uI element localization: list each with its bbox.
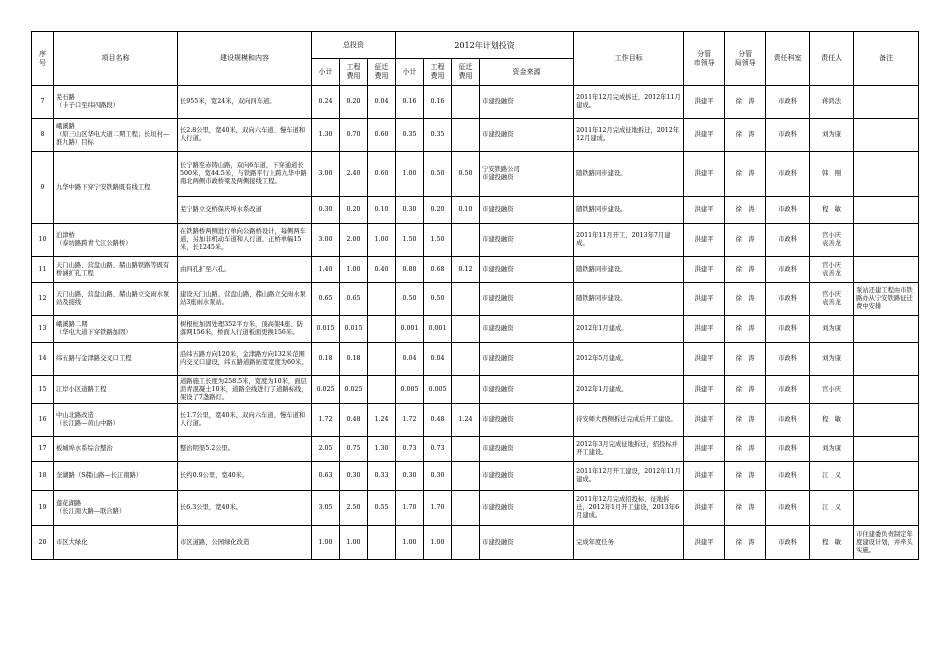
row-target: 2011年11月开工，2013年7月建成。 xyxy=(574,224,684,257)
row-scope: 树根桩加固处理352平方米，顶高架4座、防落网156米，桥面人行道板面更换156米。 xyxy=(178,316,312,343)
header-plan-eng: 工程 费用 xyxy=(424,59,452,86)
project-name-sub: （泰坊路跨青弋江公路桥） xyxy=(56,240,132,247)
row-scope: 芜宁路立交桥保庆埠水系改道 xyxy=(178,197,312,224)
row-dept: 市政科 xyxy=(766,462,810,491)
row-fund: 市建投融资 xyxy=(480,462,574,491)
row-target: 随铁路同步建设。 xyxy=(574,197,684,224)
table-row xyxy=(32,526,919,560)
row-fund: 市建投融资 xyxy=(480,86,574,119)
row-scope: 沿纬五路方向120米，金津路方向132米范围内交叉口建设，纬五路道路拓宽宽度为60米。 xyxy=(178,343,312,376)
row-person: 官小庆 袁善龙 xyxy=(810,283,854,316)
table-row xyxy=(32,491,919,526)
row-t-eng: 2.50 xyxy=(340,491,368,526)
row-remark xyxy=(854,437,919,462)
table-row xyxy=(32,343,919,376)
row-scope: 长1.7公里，宽40米，双向六车道、慢车道和人行道。 xyxy=(178,404,312,437)
row-t-rel: 0.55 xyxy=(368,491,396,526)
row-p-sub: 0.30 xyxy=(396,197,424,224)
row-project-name xyxy=(54,224,178,257)
row-dept: 市政科 xyxy=(766,316,810,343)
row-t-rel: 1.30 xyxy=(368,437,396,462)
row-scope: 市区道路、公园绿化改造 xyxy=(178,526,312,560)
row-dept: 市政科 xyxy=(766,376,810,404)
row-remark xyxy=(854,491,919,526)
row-remark: 市住建委负责制定年度建设计划，并牵头实施。 xyxy=(854,526,919,560)
row-bureau: 徐 涛 xyxy=(725,119,766,152)
project-name-main: 泊津桥 xyxy=(56,232,75,239)
row-t-eng: 2.40 xyxy=(340,152,368,197)
row-p-eng: 0.35 xyxy=(424,119,452,152)
row-t-eng: 0.20 xyxy=(340,197,368,224)
table-row xyxy=(32,283,919,316)
row-p-eng: 1.50 xyxy=(424,224,452,257)
row-city: 洪建平 xyxy=(684,316,725,343)
table-row xyxy=(32,437,919,462)
row-dept: 市政科 xyxy=(766,197,810,224)
row-dept: 市政科 xyxy=(766,86,810,119)
row-p-sub: 1.50 xyxy=(396,224,424,257)
row-scope: 由四孔扩至六孔。 xyxy=(178,257,312,283)
row-t-eng: 0.18 xyxy=(340,343,368,376)
header-city-leader: 分管 市领导 xyxy=(684,32,725,86)
row-t-sub: 0.63 xyxy=(312,462,340,491)
row-p-rel xyxy=(452,462,480,491)
row-t-sub: 1.30 xyxy=(312,119,340,152)
header-total-subtotal: 小计 xyxy=(312,59,340,86)
row-t-rel xyxy=(368,376,396,404)
row-project-name xyxy=(54,283,178,316)
row-t-rel xyxy=(368,283,396,316)
table-body xyxy=(32,86,919,560)
row-target: 完成年度任务 xyxy=(574,526,684,560)
row-t-sub: 1.40 xyxy=(312,257,340,283)
header-bureau-leader: 分管 局领导 xyxy=(725,32,766,86)
row-bureau: 徐 涛 xyxy=(725,343,766,376)
row-p-sub: 0.001 xyxy=(396,316,424,343)
row-bureau: 徐 涛 xyxy=(725,491,766,526)
row-p-eng: 0.73 xyxy=(424,437,452,462)
header-total-eng: 工程 费用 xyxy=(340,59,368,86)
row-t-rel: 0.60 xyxy=(368,119,396,152)
row-t-sub: 3.00 xyxy=(312,224,340,257)
row-remark xyxy=(854,257,919,283)
row-p-rel xyxy=(452,491,480,526)
row-bureau: 徐 涛 xyxy=(725,224,766,257)
row-p-eng: 0.48 xyxy=(424,404,452,437)
row-scope: 长955米，宽24米，双向四车道。 xyxy=(178,86,312,119)
row-target: 待安师大西侧拆迁完成后开工建设。 xyxy=(574,404,684,437)
row-p-eng: 0.50 xyxy=(424,152,452,197)
row-t-eng: 0.65 xyxy=(340,283,368,316)
row-city: 洪建平 xyxy=(684,224,725,257)
row-p-eng: 0.30 xyxy=(424,462,452,491)
project-name-sub: （华电大道下穿铁路加固） xyxy=(56,329,132,336)
row-fund: 市建投融资 xyxy=(480,491,574,526)
row-bureau: 徐 涛 xyxy=(725,316,766,343)
row-t-sub: 1.72 xyxy=(312,404,340,437)
row-t-sub: 3.05 xyxy=(312,491,340,526)
row-seq: 15 xyxy=(32,376,54,404)
header-plan-2012: 2012年计划投资 xyxy=(396,32,574,59)
row-target: 2012年3月完成征地拆迁，招投标并开工建设。 xyxy=(574,437,684,462)
row-dept: 市政科 xyxy=(766,224,810,257)
row-p-eng: 0.68 xyxy=(424,257,452,283)
row-p-eng: 0.20 xyxy=(424,197,452,224)
row-t-eng: 0.48 xyxy=(340,404,368,437)
row-t-rel xyxy=(368,526,396,560)
table-row xyxy=(32,462,919,491)
project-name-main: 芜石路 xyxy=(56,94,75,101)
row-remark xyxy=(854,316,919,343)
row-p-eng: 0.005 xyxy=(424,376,452,404)
project-name-main: 奎湖路（S赭山路—长江南路） xyxy=(56,472,143,479)
row-target: 2012年1月建成。 xyxy=(574,376,684,404)
table-row xyxy=(32,404,919,437)
row-seq: 17 xyxy=(32,437,54,462)
row-remark xyxy=(854,119,919,152)
header-target: 工作目标 xyxy=(574,32,684,86)
row-person: 江 义 xyxy=(810,462,854,491)
row-project-name xyxy=(54,152,178,224)
row-fund: 市建投融资 xyxy=(480,376,574,404)
row-scope: 长宁路至赤铸山路，双向6车道，下穿通道长500米，宽44.5米，与铁路平行上跨九华中路南北两侧市政桥梁及两侧接线工程。 xyxy=(178,152,312,197)
row-bureau: 徐 涛 xyxy=(725,152,766,197)
row-person: 官小庆 xyxy=(810,376,854,404)
row-dept: 市政科 xyxy=(766,152,810,197)
row-p-rel xyxy=(452,86,480,119)
row-fund: 市建投融资 xyxy=(480,283,574,316)
row-target: 2012年5月建成。 xyxy=(574,343,684,376)
row-seq: 12 xyxy=(32,283,54,316)
row-dept: 市政科 xyxy=(766,526,810,560)
row-target: 随铁路同步建设。 xyxy=(574,257,684,283)
row-t-rel: 0.60 xyxy=(368,152,396,197)
project-name-main: 九华中路下穿宁安铁路既有线工程 xyxy=(56,183,151,191)
row-bureau: 徐 涛 xyxy=(725,86,766,119)
project-name-sub: （卡子口至纬四路段） xyxy=(56,102,119,109)
row-t-rel xyxy=(368,316,396,343)
row-bureau: 徐 涛 xyxy=(725,376,766,404)
row-fund: 市建投融资 xyxy=(480,316,574,343)
row-scope: 长2.8公里，宽40米，双向六车道、慢车道和人行道。 xyxy=(178,119,312,152)
row-city: 洪建平 xyxy=(684,526,725,560)
table-row xyxy=(32,119,919,152)
row-p-sub: 0.16 xyxy=(396,86,424,119)
row-t-rel: 0.04 xyxy=(368,86,396,119)
row-p-rel xyxy=(452,376,480,404)
row-person: 江 义 xyxy=(810,491,854,526)
row-remark xyxy=(854,376,919,404)
row-p-eng: 1.70 xyxy=(424,491,452,526)
row-scope: 建设天门山路、营盘山路、赭山路立交雨水泵站3座雨水泵站。 xyxy=(178,283,312,316)
row-project-name xyxy=(54,257,178,283)
row-dept: 市政科 xyxy=(766,437,810,462)
project-name-sub: （长江南大路—联合路） xyxy=(56,508,126,515)
row-fund: 市建投融资 xyxy=(480,343,574,376)
row-seq: 10 xyxy=(32,224,54,257)
row-dept: 市政科 xyxy=(766,404,810,437)
row-city: 洪建平 xyxy=(684,437,725,462)
row-p-rel xyxy=(452,119,480,152)
row-bureau: 徐 涛 xyxy=(725,526,766,560)
row-scope: 长6.3公里，宽40米。 xyxy=(178,491,312,526)
header-total-invest: 总投资 xyxy=(312,32,396,59)
row-dept: 市政科 xyxy=(766,257,810,283)
row-target: 2012年1月建成。 xyxy=(574,316,684,343)
row-remark xyxy=(854,462,919,491)
row-fund: 市建投融资 xyxy=(480,257,574,283)
row-fund: 市建投融资 xyxy=(480,224,574,257)
row-seq: 8 xyxy=(32,119,54,152)
project-name-main: 市区大绿化 xyxy=(56,538,88,546)
row-city: 洪建平 xyxy=(684,343,725,376)
row-p-sub: 0.73 xyxy=(396,437,424,462)
row-target: 2011年12月完成拆迁，2012年11月建成。 xyxy=(574,86,684,119)
row-city: 洪建平 xyxy=(684,491,725,526)
table-header xyxy=(32,32,919,86)
row-project-name xyxy=(54,404,178,437)
row-remark: 泵站还建工程由市铁路办从宁安铁路征迁费中安排 xyxy=(854,283,919,316)
row-remark xyxy=(854,224,919,257)
row-p-rel: 0.50 xyxy=(452,152,480,197)
header-fund-source: 资金来源 xyxy=(480,59,574,86)
row-remark xyxy=(854,343,919,376)
row-p-rel: 1.24 xyxy=(452,404,480,437)
row-t-rel: 1.00 xyxy=(368,224,396,257)
header-name: 项目名称 xyxy=(54,32,178,86)
row-t-eng: 1.00 xyxy=(340,526,368,560)
row-fund: 宁安铁路公司 市建投融资 xyxy=(480,152,574,197)
row-p-eng: 1.00 xyxy=(424,526,452,560)
row-seq: 18 xyxy=(32,462,54,491)
row-target: 随铁路同步建设。 xyxy=(574,152,684,197)
row-dept: 市政科 xyxy=(766,343,810,376)
row-p-rel xyxy=(452,283,480,316)
project-table-sheet xyxy=(31,31,919,560)
project-name-main: 峨溪路二期 xyxy=(56,321,88,328)
row-p-sub: 0.04 xyxy=(396,343,424,376)
table-row xyxy=(32,376,919,404)
row-city: 洪建平 xyxy=(684,376,725,404)
row-scope: 长约0.9公里，宽40米。 xyxy=(178,462,312,491)
project-name-main: 江岸小区道路工程 xyxy=(56,385,107,393)
row-t-eng: 2.00 xyxy=(340,224,368,257)
project-name-sub: （原三山区华电大道二期工程；长垣村—淮九路）目标 xyxy=(56,131,170,146)
row-seq: 11 xyxy=(32,257,54,283)
row-fund: 市建投融资 xyxy=(480,119,574,152)
row-p-rel xyxy=(452,526,480,560)
row-project-name xyxy=(54,526,178,560)
header-scope: 建设规模和内容 xyxy=(178,32,312,86)
row-person: 程 敏 xyxy=(810,197,854,224)
row-t-eng: 0.015 xyxy=(340,316,368,343)
row-seq: 20 xyxy=(32,526,54,560)
row-p-eng: 0.50 xyxy=(424,283,452,316)
row-t-sub: 1.00 xyxy=(312,526,340,560)
row-p-sub: 1.00 xyxy=(396,526,424,560)
row-p-sub: 1.00 xyxy=(396,152,424,197)
row-t-sub: 2.05 xyxy=(312,437,340,462)
row-scope: 整治明渠5.2公里。 xyxy=(178,437,312,462)
row-person: 程 敏 xyxy=(810,404,854,437)
row-person: 刘为康 xyxy=(810,316,854,343)
row-bureau: 徐 涛 xyxy=(725,283,766,316)
row-dept: 市政科 xyxy=(766,119,810,152)
row-target: 2011年12月完成征地拆迁，2012年12月建成。 xyxy=(574,119,684,152)
row-t-rel: 0.33 xyxy=(368,462,396,491)
row-p-sub: 1.70 xyxy=(396,491,424,526)
row-city: 洪建平 xyxy=(684,404,725,437)
table-row xyxy=(32,224,919,257)
row-bureau: 徐 涛 xyxy=(725,404,766,437)
row-p-eng: 0.04 xyxy=(424,343,452,376)
project-name-main: 莲花湖路 xyxy=(56,500,82,507)
row-p-rel: 0.12 xyxy=(452,257,480,283)
row-p-rel xyxy=(452,437,480,462)
project-name-main: 峨溪路 xyxy=(56,123,75,130)
row-p-sub: 0.80 xyxy=(396,257,424,283)
row-city: 洪建平 xyxy=(684,119,725,152)
project-name-main: 中山北路改造 xyxy=(56,412,94,419)
row-person: 蒋鸿法 xyxy=(810,86,854,119)
row-t-sub: 0.025 xyxy=(312,376,340,404)
row-fund: 市建投融资 xyxy=(480,526,574,560)
table-row xyxy=(32,316,919,343)
row-seq: 16 xyxy=(32,404,54,437)
row-t-eng: 1.00 xyxy=(340,257,368,283)
row-project-name xyxy=(54,86,178,119)
row-remark xyxy=(854,152,919,197)
row-scope: 道路施工长度为258.5米，宽度为10米，面层沥青混凝土10米，道路全线进行了道路标线，架设了7盏路灯。 xyxy=(178,376,312,404)
row-p-sub: 0.30 xyxy=(396,462,424,491)
table-row xyxy=(32,86,919,119)
row-t-sub: 0.65 xyxy=(312,283,340,316)
row-p-sub: 1.72 xyxy=(396,404,424,437)
row-bureau: 徐 涛 xyxy=(725,257,766,283)
row-city: 洪建平 xyxy=(684,283,725,316)
row-bureau: 徐 涛 xyxy=(725,437,766,462)
row-p-rel: 0.10 xyxy=(452,197,480,224)
row-t-sub: 0.30 xyxy=(312,197,340,224)
row-remark xyxy=(854,404,919,437)
row-project-name xyxy=(54,491,178,526)
row-t-sub: 0.18 xyxy=(312,343,340,376)
row-city: 洪建平 xyxy=(684,257,725,283)
row-person: 官小庆 袁善龙 xyxy=(810,224,854,257)
row-p-sub: 0.35 xyxy=(396,119,424,152)
row-fund: 市建投融资 xyxy=(480,404,574,437)
project-table xyxy=(31,31,919,560)
row-p-sub: 0.50 xyxy=(396,283,424,316)
row-bureau: 徐 涛 xyxy=(725,462,766,491)
header-plan-subtotal: 小计 xyxy=(396,59,424,86)
row-remark xyxy=(854,197,919,224)
row-dept: 市政科 xyxy=(766,491,810,526)
row-p-rel xyxy=(452,316,480,343)
row-fund: 市建投融资 xyxy=(480,197,574,224)
row-city: 洪建平 xyxy=(684,462,725,491)
row-person: 刘为康 xyxy=(810,119,854,152)
row-bureau: 徐 涛 xyxy=(725,197,766,224)
row-dept: 市政科 xyxy=(766,283,810,316)
row-city: 洪建平 xyxy=(684,197,725,224)
row-t-rel xyxy=(368,343,396,376)
row-t-sub: 0.24 xyxy=(312,86,340,119)
header-plan-reloc: 征迁 费用 xyxy=(452,59,480,86)
project-name-sub: （长江路—黄山中路） xyxy=(56,420,119,427)
row-target: 2011年12月开工建设，2012年11月建成。 xyxy=(574,462,684,491)
row-target: 随铁路同步建设。 xyxy=(574,283,684,316)
row-t-sub: 0.015 xyxy=(312,316,340,343)
table-row xyxy=(32,257,919,283)
row-t-rel: 0.10 xyxy=(368,197,396,224)
header-seq: 序 号 xyxy=(32,32,54,86)
row-city: 洪建平 xyxy=(684,86,725,119)
row-seq: 19 xyxy=(32,491,54,526)
row-p-eng: 0.001 xyxy=(424,316,452,343)
row-project-name xyxy=(54,316,178,343)
header-total-reloc: 征迁 费用 xyxy=(368,59,396,86)
row-person: 程 敏 xyxy=(810,526,854,560)
row-project-name xyxy=(54,376,178,404)
row-t-rel: 0.40 xyxy=(368,257,396,283)
project-name-main: 天门山路、营盘山路、赭山路铁路等既有桥涵扩孔工程 xyxy=(56,261,170,277)
row-seq: 14 xyxy=(32,343,54,376)
row-t-eng: 0.70 xyxy=(340,119,368,152)
header-dept: 责任科室 xyxy=(766,32,810,86)
row-t-rel: 1.24 xyxy=(368,404,396,437)
row-t-eng: 0.30 xyxy=(340,462,368,491)
row-person: 刘为康 xyxy=(810,437,854,462)
row-t-eng: 0.75 xyxy=(340,437,368,462)
row-person: 韩 刚 xyxy=(810,152,854,197)
row-person: 官小庆 袁善龙 xyxy=(810,257,854,283)
row-scope: 在铁路桥两侧进行单向公路桥设计，每侧两车道，另加非机动车道和人行道，正桥单幅15米，长1245米。 xyxy=(178,224,312,257)
row-seq: 9 xyxy=(32,152,54,224)
row-p-rel xyxy=(452,343,480,376)
project-name-main: 天门山路、营盘山路、赭山路立交雨水泵站及接线 xyxy=(56,291,170,306)
row-project-name xyxy=(54,437,178,462)
row-t-sub: 3.00 xyxy=(312,152,340,197)
row-p-sub: 0.005 xyxy=(396,376,424,404)
row-t-eng: 0.025 xyxy=(340,376,368,404)
row-seq: 7 xyxy=(32,86,54,119)
row-project-name xyxy=(54,462,178,491)
row-person: 刘为康 xyxy=(810,343,854,376)
row-project-name xyxy=(54,119,178,152)
row-seq: 13 xyxy=(32,316,54,343)
row-t-eng: 0.20 xyxy=(340,86,368,119)
row-p-rel xyxy=(452,224,480,257)
row-remark xyxy=(854,86,919,119)
row-target: 2011年12月完成招投标、征地拆迁，2012年1月开工建设，2013年6月建成。 xyxy=(574,491,684,526)
row-p-eng: 0.16 xyxy=(424,86,452,119)
row-project-name xyxy=(54,343,178,376)
header-person: 责任人 xyxy=(810,32,854,86)
row-fund: 市建投融资 xyxy=(480,437,574,462)
table-row xyxy=(32,152,919,197)
project-name-main: 板城埠水系综合整治 xyxy=(56,445,113,452)
header-remark: 备注 xyxy=(854,32,919,86)
row-city: 洪建平 xyxy=(684,152,725,197)
project-name-main: 纬五路与金津路交叉口工程 xyxy=(56,355,132,362)
